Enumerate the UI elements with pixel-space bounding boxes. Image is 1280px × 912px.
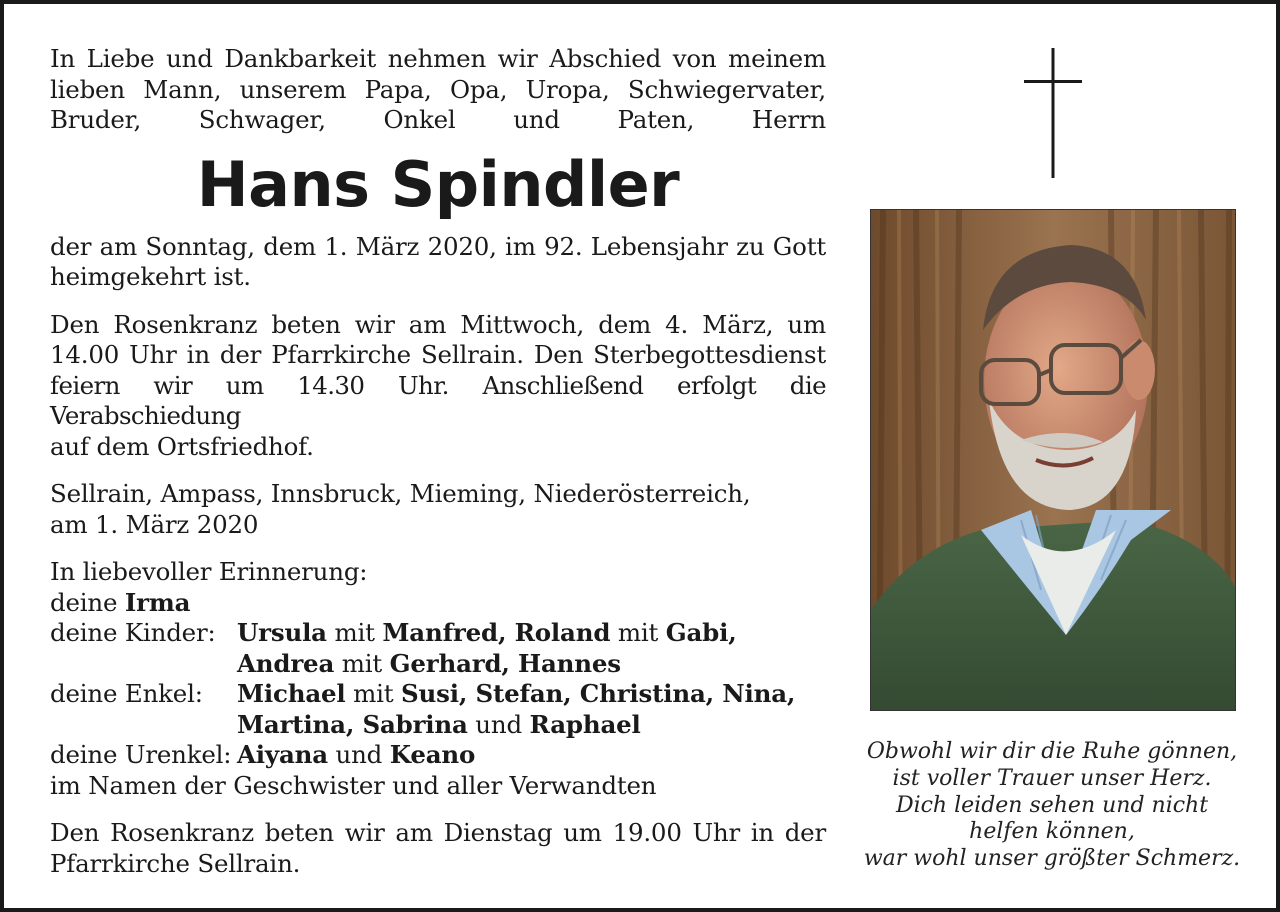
deceased-name: Hans Spindler [196,147,680,221]
portrait-photo [870,209,1236,711]
grandchild-name: Michael [237,679,346,708]
rosary-line: feiern wir um 14.30 Uhr. Anschließend erfolgt die Verabschiedung [50,370,826,430]
rosary-line: auf dem Ortsfriedhof. [50,431,314,461]
intro-line: Bruder, Schwager, Onkel und Paten, Herrn [50,105,826,134]
children-names [237,618,826,679]
connector: mit [341,648,383,678]
place-line: Sellrain, Ampass, Innsbruck, Mieming, Niederösterreich, [50,479,751,508]
grandchildren-label: deine Enkel: [50,679,203,708]
portrait-illustration [871,210,1236,711]
rosary-line: 14.00 Uhr in der Pfarrkirche Sellrain. Den Sterbegottesdienst [50,340,826,369]
child-name: Gerhard, Hannes [389,648,621,678]
great-grandchildren-row [50,740,826,771]
children-row [50,618,826,679]
death-notice [50,232,826,293]
memorial-poem [850,739,1254,873]
connector: und [335,740,383,769]
mourners-heading: In liebevoller Erinnerung: [50,557,368,586]
connector: mit [353,679,394,708]
final-notice [50,818,826,879]
obituary-text-column [50,44,826,879]
place-date [50,479,826,540]
children-label: deine Kinder: [50,618,216,647]
child-name: Ursula [237,618,327,647]
poem-line: ist voller Trauer unser Herz. [892,765,1212,791]
great-grandchild-name: Keano [389,740,476,769]
death-notice-line: heimgekehrt ist. [50,262,251,291]
connector: mit [617,618,659,647]
rosary-line: Den Rosenkranz beten wir am Mittwoch, dem 4. März, um [50,309,826,339]
grandchild-name: Martina, Sabrina [237,709,468,739]
connector: und [475,709,522,739]
poem-line: Obwohl wir dir die Ruhe gönnen, [866,739,1238,764]
wife-prefix: deine [50,587,118,617]
wife-name: Irma [124,587,191,617]
poem-line: Dich leiden sehen und nicht [895,792,1209,818]
child-name: Andrea [237,648,335,678]
grandchild-name: Raphael [529,709,641,739]
final-notice-line: Den Rosenkranz beten wir am Dienstag um 19.00 Uhr in der [50,818,826,847]
mourners-closing: im Namen der Geschwister und aller Verwandten [50,770,657,800]
great-grandchild-name: Aiyana [237,740,328,769]
mourners-list [50,557,826,801]
great-grandchildren-names [237,740,826,771]
cross-icon [1024,48,1082,178]
poem-line: helfen können, [969,819,1135,845]
rosary-info [50,310,826,463]
death-notice-line: der am Sonntag, dem 1. März 2020, im 92. Lebensjahr zu Gott [50,231,826,261]
grandchild-name: Susi, Stefan, Christina, Nina, [401,679,796,708]
great-grandchildren-label: deine Urenkel: [50,740,232,769]
poem-line: war wohl unser größter Schmerz. [863,846,1241,872]
date-line: am 1. März 2020 [50,509,259,539]
intro-paragraph [50,44,826,136]
intro-line: In Liebe und Dankbarkeit nehmen wir Abschied von meinem [50,44,826,73]
wife-line [50,588,826,619]
child-name: Gabi, [665,618,737,647]
child-name: Manfred, Roland [382,618,611,647]
intro-line: lieben Mann, unserem Papa, Opa, Uropa, Schwiegervater, [50,74,826,104]
grandchildren-row [50,679,826,740]
grandchildren-names [237,679,826,740]
connector: mit [334,618,375,647]
final-notice-line: Pfarrkirche Sellrain. [50,848,301,878]
